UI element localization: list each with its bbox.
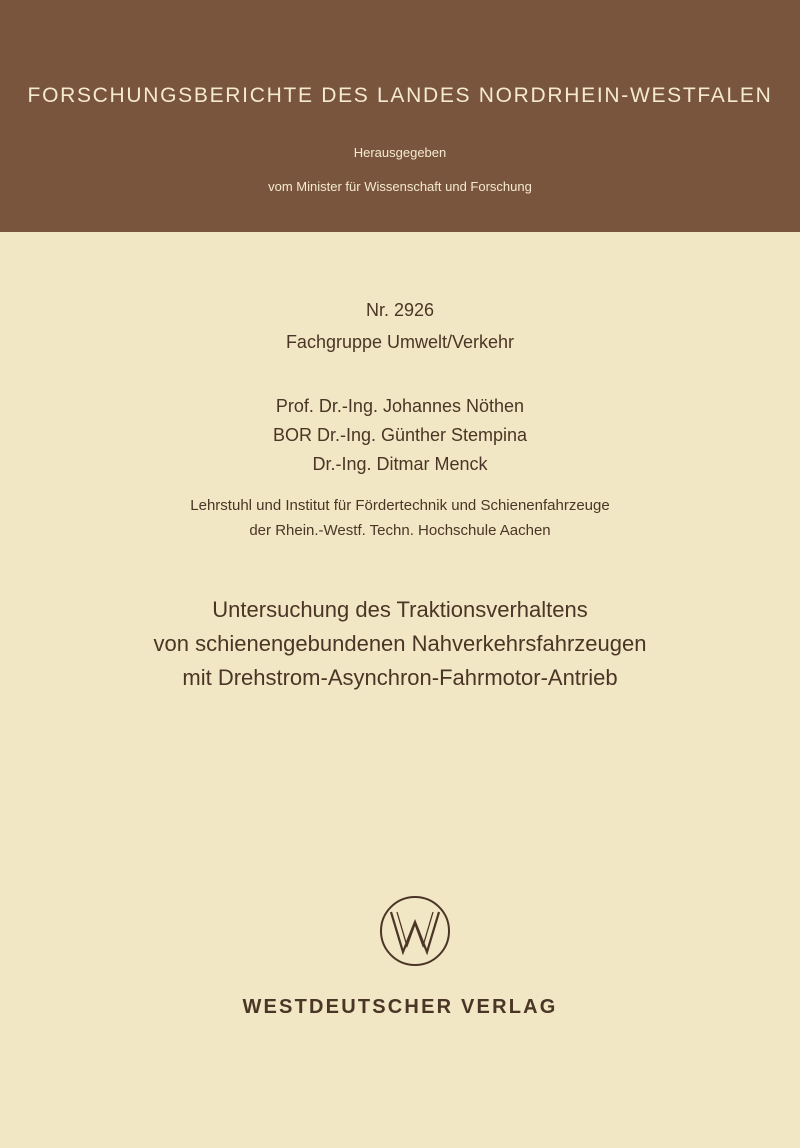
author-2: BOR Dr.-Ing. Günther Stempina <box>272 425 528 445</box>
institution-line-1: Lehrstuhl und Institut für Fördertechnik und Schienenfahrzeuge <box>190 497 610 514</box>
editor-line-1: Herausgegeben <box>353 145 447 160</box>
header-band <box>0 0 800 232</box>
author-1: Prof. Dr.-Ing. Johannes Nöthen <box>275 396 525 416</box>
author-3: Dr.-Ing. Ditmar Menck <box>312 454 488 474</box>
publisher-logo-icon <box>378 894 452 968</box>
book-title-line-3: mit Drehstrom-Asynchron-Fahrmotor-Antrieb <box>182 665 618 690</box>
book-title-line-2: von schienengebundenen Nahverkehrsfahrzeugen <box>153 631 647 656</box>
series-title: FORSCHUNGSBERICHTE DES LANDES NORDRHEIN-WESTFALEN <box>27 84 773 107</box>
publisher-name: WESTDEUTSCHER VERLAG <box>242 996 558 1018</box>
report-number: Nr. 2926 <box>365 300 435 320</box>
book-title-line-1: Untersuchung des Traktionsverhaltens <box>212 597 588 622</box>
institution-line-2: der Rhein.-Westf. Techn. Hochschule Aachen <box>249 522 551 539</box>
report-group: Fachgruppe Umwelt/Verkehr <box>285 332 515 352</box>
editor-line-2: vom Minister für Wissenschaft und Forschung <box>268 179 532 194</box>
